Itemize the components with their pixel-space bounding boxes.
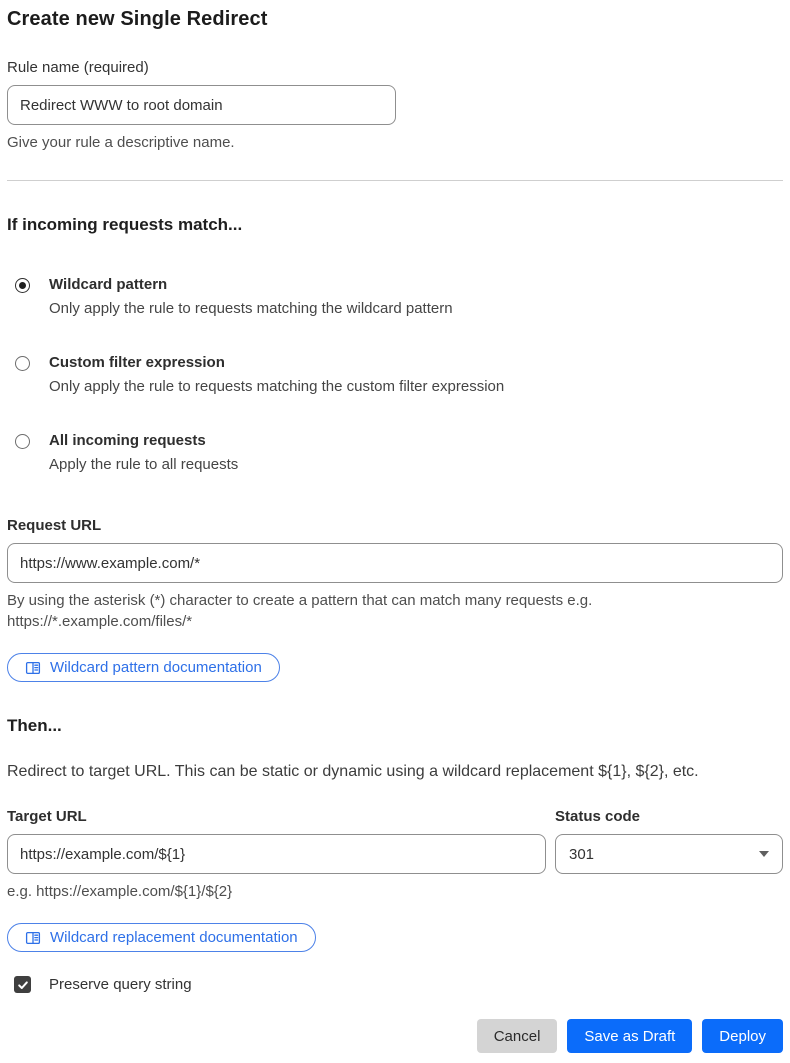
radio-description: Only apply the rule to requests matching the wildcard pattern xyxy=(49,300,453,317)
rule-name-label: Rule name (required) xyxy=(7,59,149,76)
radio-checked-icon[interactable] xyxy=(15,278,30,293)
radio-option-wildcard-pattern[interactable] xyxy=(7,276,783,317)
wildcard-replacement-docs-button[interactable] xyxy=(7,923,316,952)
match-section-heading: If incoming requests match... xyxy=(7,215,243,234)
radio-label: Wildcard pattern xyxy=(49,276,168,293)
status-code-select[interactable] xyxy=(555,834,783,874)
request-url-help xyxy=(7,590,783,632)
request-url-input[interactable] xyxy=(7,543,783,583)
page-title: Create new Single Redirect xyxy=(7,8,268,30)
book-icon xyxy=(25,660,41,676)
radio-description: Apply the rule to all requests xyxy=(49,456,239,473)
then-description: Redirect to target URL. This can be static or dynamic using a wildcard replacement ${1}, ${2}, etc. xyxy=(7,763,699,780)
radio-option-all-incoming-requests[interactable] xyxy=(7,432,783,473)
radio-option-custom-filter-expression[interactable] xyxy=(7,354,783,395)
deploy-button[interactable]: Deploy xyxy=(702,1019,783,1053)
request-url-help-line2: https://*.example.com/files/* xyxy=(7,613,193,630)
target-url-input[interactable] xyxy=(7,834,546,874)
book-icon xyxy=(25,930,41,946)
status-code-label: Status code xyxy=(555,808,641,825)
target-url-help: e.g. https://example.com/${1}/${2} xyxy=(7,883,233,900)
preserve-query-string-label: Preserve query string xyxy=(49,976,192,993)
checkbox-checked-icon[interactable] xyxy=(14,976,31,993)
doc-button-label: Wildcard replacement documentation xyxy=(50,929,298,946)
status-code-value: 301 xyxy=(569,845,595,863)
chevron-down-icon xyxy=(759,851,769,857)
radio-label: All incoming requests xyxy=(49,432,206,449)
footer-actions xyxy=(7,1019,783,1053)
wildcard-pattern-docs-button[interactable] xyxy=(7,653,280,682)
radio-unchecked-icon[interactable] xyxy=(15,356,30,371)
then-section-heading: Then... xyxy=(7,716,62,735)
rule-name-input[interactable] xyxy=(7,85,396,125)
save-as-draft-button[interactable]: Save as Draft xyxy=(567,1019,692,1053)
section-divider xyxy=(7,180,783,181)
target-url-label: Target URL xyxy=(7,808,87,825)
request-url-help-line1: By using the asterisk (*) character to create a pattern that can match many requests e.g. xyxy=(7,592,593,609)
rule-name-help: Give your rule a descriptive name. xyxy=(7,134,235,151)
request-url-label: Request URL xyxy=(7,517,102,534)
match-type-radio-group xyxy=(7,276,783,473)
target-row xyxy=(7,781,783,902)
radio-label: Custom filter expression xyxy=(49,354,225,371)
radio-unchecked-icon[interactable] xyxy=(15,434,30,449)
doc-button-label: Wildcard pattern documentation xyxy=(50,659,262,676)
radio-description: Only apply the rule to requests matching the custom filter expression xyxy=(49,378,505,395)
preserve-query-string-checkbox-row[interactable] xyxy=(7,976,783,993)
cancel-button[interactable]: Cancel xyxy=(477,1019,558,1053)
